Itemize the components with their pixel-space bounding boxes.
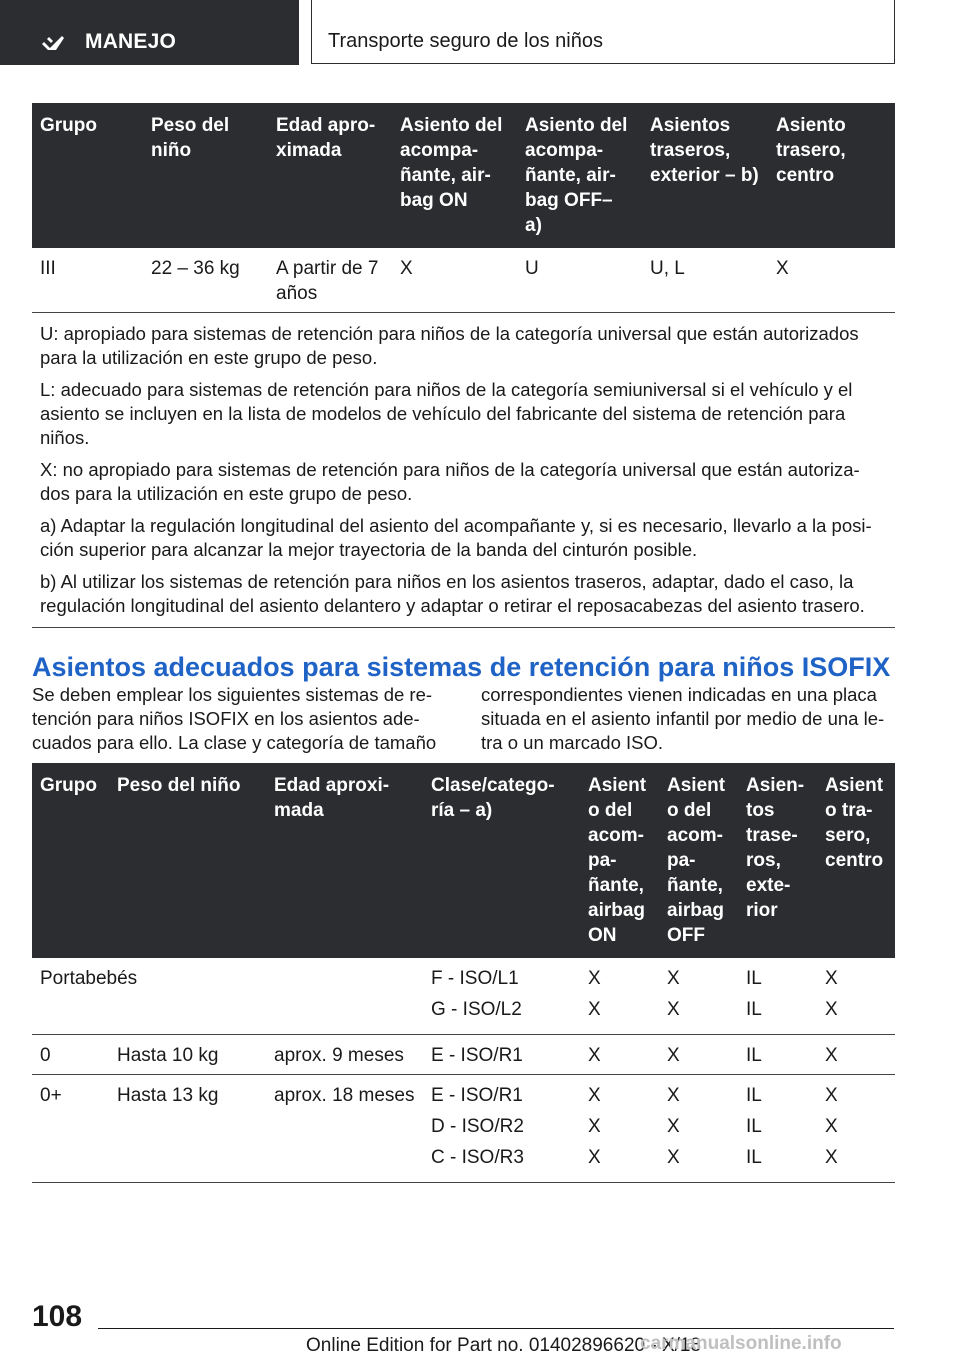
table-cell: X (580, 1035, 659, 1075)
table2-header-cell: Clase/catego-ría – a) (423, 763, 580, 958)
table-row (32, 248, 895, 313)
table-cell: X (659, 1035, 738, 1075)
table-cell: X (768, 248, 895, 313)
table-cell: X (392, 248, 517, 313)
table2-header-cell: Asient o del acom-pa-ñante, airbag OFF (659, 763, 738, 958)
table-cell (817, 958, 895, 1035)
note-a: a) Adaptar la regulación longitudinal del asiento del acompañante y, si es necesario, llevarlo a la posi-ción superior para alcanzar la mejor trayectoria de la banda del cinturón posible. (40, 515, 872, 560)
cell-value: X (667, 1147, 680, 1168)
note-u: U: apropiado para sistemas de retención para niños de la categoría universal que están autorizados para la utilización en este grupo de peso. (40, 323, 859, 368)
note-b: b) Al utilizar los sistemas de retención para niños en los asientos traseros, adaptar, dado el caso, la regulación longitudinal del asiento delantero y adaptar o retirar el reposacabezas del asiento trasero. (40, 571, 865, 616)
note-x: X: no apropiado para sistemas de retención para niños de la categoría universal que están autoriza-dos para la utilización en este grupo de peso. (40, 459, 860, 504)
cell-value: E - ISO/R1 (431, 1085, 523, 1106)
cell-value: X (588, 1147, 601, 1168)
section-heading: Asientos adecuados para sistemas de retención para niños ISOFIX (32, 652, 891, 682)
table-cell: U (517, 248, 642, 313)
table-cell: A partir de 7 años (268, 248, 392, 313)
cell-value: X (667, 999, 680, 1020)
table-notes-row (32, 313, 895, 628)
section-label: MANEJO (85, 30, 177, 53)
table1-header-row (32, 103, 895, 248)
cell-value: X (588, 999, 601, 1020)
section-tab (0, 0, 299, 65)
cell-value: IL (746, 1147, 762, 1168)
table2-header-cell: Edad aproxi-mada (266, 763, 423, 958)
table-row (32, 958, 895, 1035)
table2-header-row (32, 763, 895, 958)
table1-header-cell: Asiento trasero, centro (768, 103, 895, 248)
cell-value: G - ISO/L2 (431, 999, 522, 1020)
cell-value: X (825, 1116, 838, 1137)
table-cell: 0 (32, 1035, 109, 1075)
table1-header-cell: Asiento del acompa-ñante, air-bag ON (392, 103, 517, 248)
table-cell: 22 – 36 kg (143, 248, 268, 313)
cell-value: D - ISO/R2 (431, 1116, 524, 1137)
table2-header-cell: Asien-tos trase-ros, exte-rior (738, 763, 817, 958)
table-cell (738, 958, 817, 1035)
cell-value: IL (746, 968, 762, 989)
cell-value: X (588, 1116, 601, 1137)
header-title-box (311, 0, 895, 64)
child-seat-table (32, 103, 895, 628)
table-cell: E - ISO/R1 (423, 1035, 580, 1075)
cell-value: X (825, 1147, 838, 1168)
table-row (32, 1075, 895, 1183)
body-text-left: Se deben emplear los siguientes sistemas de re-tención para niños ISOFIX en los asientos ade-cuados para ello. La clase y categoría de tamaño (32, 684, 437, 753)
cell-value: IL (746, 1085, 762, 1106)
table-row (32, 1035, 895, 1075)
table1-header-cell: Edad apro-ximada (268, 103, 392, 248)
table-cell (738, 1075, 817, 1183)
body-text-right: correspondientes vienen indicadas en una placa situada en el asiento infantil por medio de una le-tra o un marcado ISO. (481, 684, 885, 753)
table1-header-cell: Peso del niño (143, 103, 268, 248)
page-title: Transporte seguro de los niños (328, 30, 603, 52)
table1-header-cell: Asiento del acompa-ñante, air-bag OFF– a) (517, 103, 642, 248)
cell-value: C - ISO/R3 (431, 1147, 524, 1168)
watermark: carmanualsonline.info (640, 1333, 842, 1354)
cell-value: F - ISO/L1 (431, 968, 519, 989)
table2-header-cell: Peso del niño (109, 763, 266, 958)
table-cell: aprox. 9 meses (266, 1035, 423, 1075)
table-notes (32, 313, 895, 628)
note-l: L: adecuado para sistemas de retención para niños de la categoría semiuniversal si el vehículo y el asiento se incluyen en la lista de modelos de vehículo del fabricante del sistema de retención para niños. (40, 379, 853, 448)
cell-value: X (588, 1085, 601, 1106)
table-cell (580, 958, 659, 1035)
cell-value: X (825, 968, 838, 989)
cell-value: IL (746, 999, 762, 1020)
table-cell: aprox. 18 meses (266, 1075, 423, 1183)
footer-divider (98, 1328, 894, 1329)
table-cell: IL (738, 1035, 817, 1075)
cell-value: X (588, 968, 601, 989)
table-cell (423, 1075, 580, 1183)
table-cell (580, 1075, 659, 1183)
table2-header-cell: Asient o del acom-pa-ñante, airbag ON (580, 763, 659, 958)
cell-value: X (825, 999, 838, 1020)
table-cell: 0+ (32, 1075, 109, 1183)
table-cell (659, 1075, 738, 1183)
table-cell: III (32, 248, 143, 313)
table-cell: U, L (642, 248, 768, 313)
table-cell (659, 958, 738, 1035)
cell-value: X (667, 1116, 680, 1137)
page-number: 108 (32, 1300, 83, 1333)
table-cell: Portabebés (32, 958, 423, 1035)
table2-header-cell: Asient o tra-sero, centro (817, 763, 895, 958)
cell-value: X (667, 968, 680, 989)
table-cell (817, 1075, 895, 1183)
cell-value: X (825, 1085, 838, 1106)
cell-value: X (667, 1085, 680, 1106)
table-cell: X (817, 1035, 895, 1075)
cell-value: IL (746, 1116, 762, 1137)
steering-hand-icon (42, 30, 66, 52)
table2-header-cell: Grupo (32, 763, 109, 958)
table-cell (423, 958, 580, 1035)
table1-header-cell: Grupo (32, 103, 143, 248)
table1-header-cell: Asientos traseros, exterior – b) (642, 103, 768, 248)
isofix-table (32, 763, 895, 1183)
edition-text: Online Edition for Part no. 01402896620 - X/18 (306, 1335, 702, 1356)
table-cell: Hasta 13 kg (109, 1075, 266, 1183)
table-cell: Hasta 10 kg (109, 1035, 266, 1075)
